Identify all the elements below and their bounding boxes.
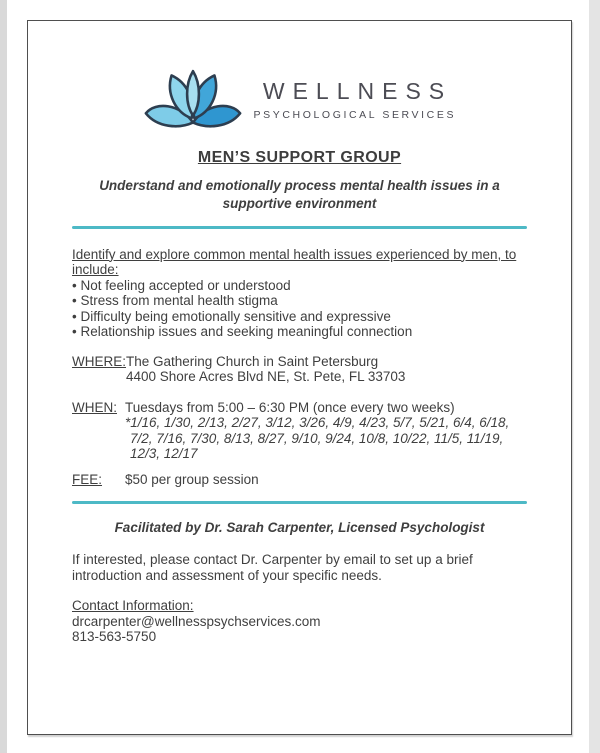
where-venue: The Gathering Church in Saint Petersburg [126, 353, 379, 369]
brand-tagline: PSYCHOLOGICAL SERVICES [253, 108, 457, 121]
contact-block [72, 598, 527, 645]
page-title: MEN’S SUPPORT GROUP [197, 149, 402, 166]
divider-bottom [72, 501, 527, 504]
where-label: WHERE: [72, 353, 126, 369]
contact-phone: 813-563-5750 [72, 629, 157, 645]
when-dates: *1/16, 1/30, 2/13, 2/27, 3/12, 3/26, 4/9, 4/23, 5/7, 5/21, 6/4, 6/18, 7/2, 7/16, 7/30, 8/13, 8/27, 9/10, 9/24, 10/8, 10/22, 11/5, 11/19, 12/3, 12/17 [125, 415, 510, 462]
where-row [72, 354, 527, 385]
when-row [72, 400, 527, 462]
edge-strip-right [589, 0, 600, 753]
when-schedule: Tuesdays from 5:00 – 6:30 PM (once every two weeks) [125, 399, 455, 415]
where-value [126, 354, 527, 385]
page-subtitle: Understand and emotionally process mental health issues in a supportive environment [99, 178, 500, 211]
issues-heading: Identify and explore common mental health issues experienced by men, to include: [72, 246, 517, 278]
facilitator-line: Facilitated by Dr. Sarah Carpenter, Licensed Psychologist [114, 520, 485, 536]
brand-text-block [251, 78, 456, 121]
edge-strip-left [0, 0, 7, 753]
issues-list [72, 278, 527, 340]
where-address: 4400 Shore Acres Blvd NE, St. Pete, FL 33703 [126, 369, 406, 385]
when-label: WHEN: [72, 399, 117, 415]
brand-name: WELLNESS [262, 77, 453, 104]
fee-label: FEE: [72, 471, 103, 487]
contact-email: drcarpenter@wellnesspsychservices.com [72, 613, 321, 629]
brand-logo [72, 61, 527, 137]
divider-top [72, 226, 527, 229]
issue-item: • Stress from mental health stigma [72, 293, 527, 309]
fee-value: $50 per group session [125, 471, 259, 487]
when-value [125, 400, 527, 462]
issue-item: • Difficulty being emotionally sensitive and expressive [72, 309, 527, 325]
issue-item: • Not feeling accepted or understood [72, 278, 527, 294]
lotus-flower-icon [143, 61, 243, 137]
interest-note: If interested, please contact Dr. Carpenter by email to set up a brief introduction and assessment of your specific needs. [72, 552, 473, 583]
contact-heading: Contact Information: [72, 598, 194, 614]
issue-item: • Relationship issues and seeking meaningful connection [72, 324, 527, 340]
flyer-page [27, 20, 572, 735]
fee-row [72, 472, 527, 488]
